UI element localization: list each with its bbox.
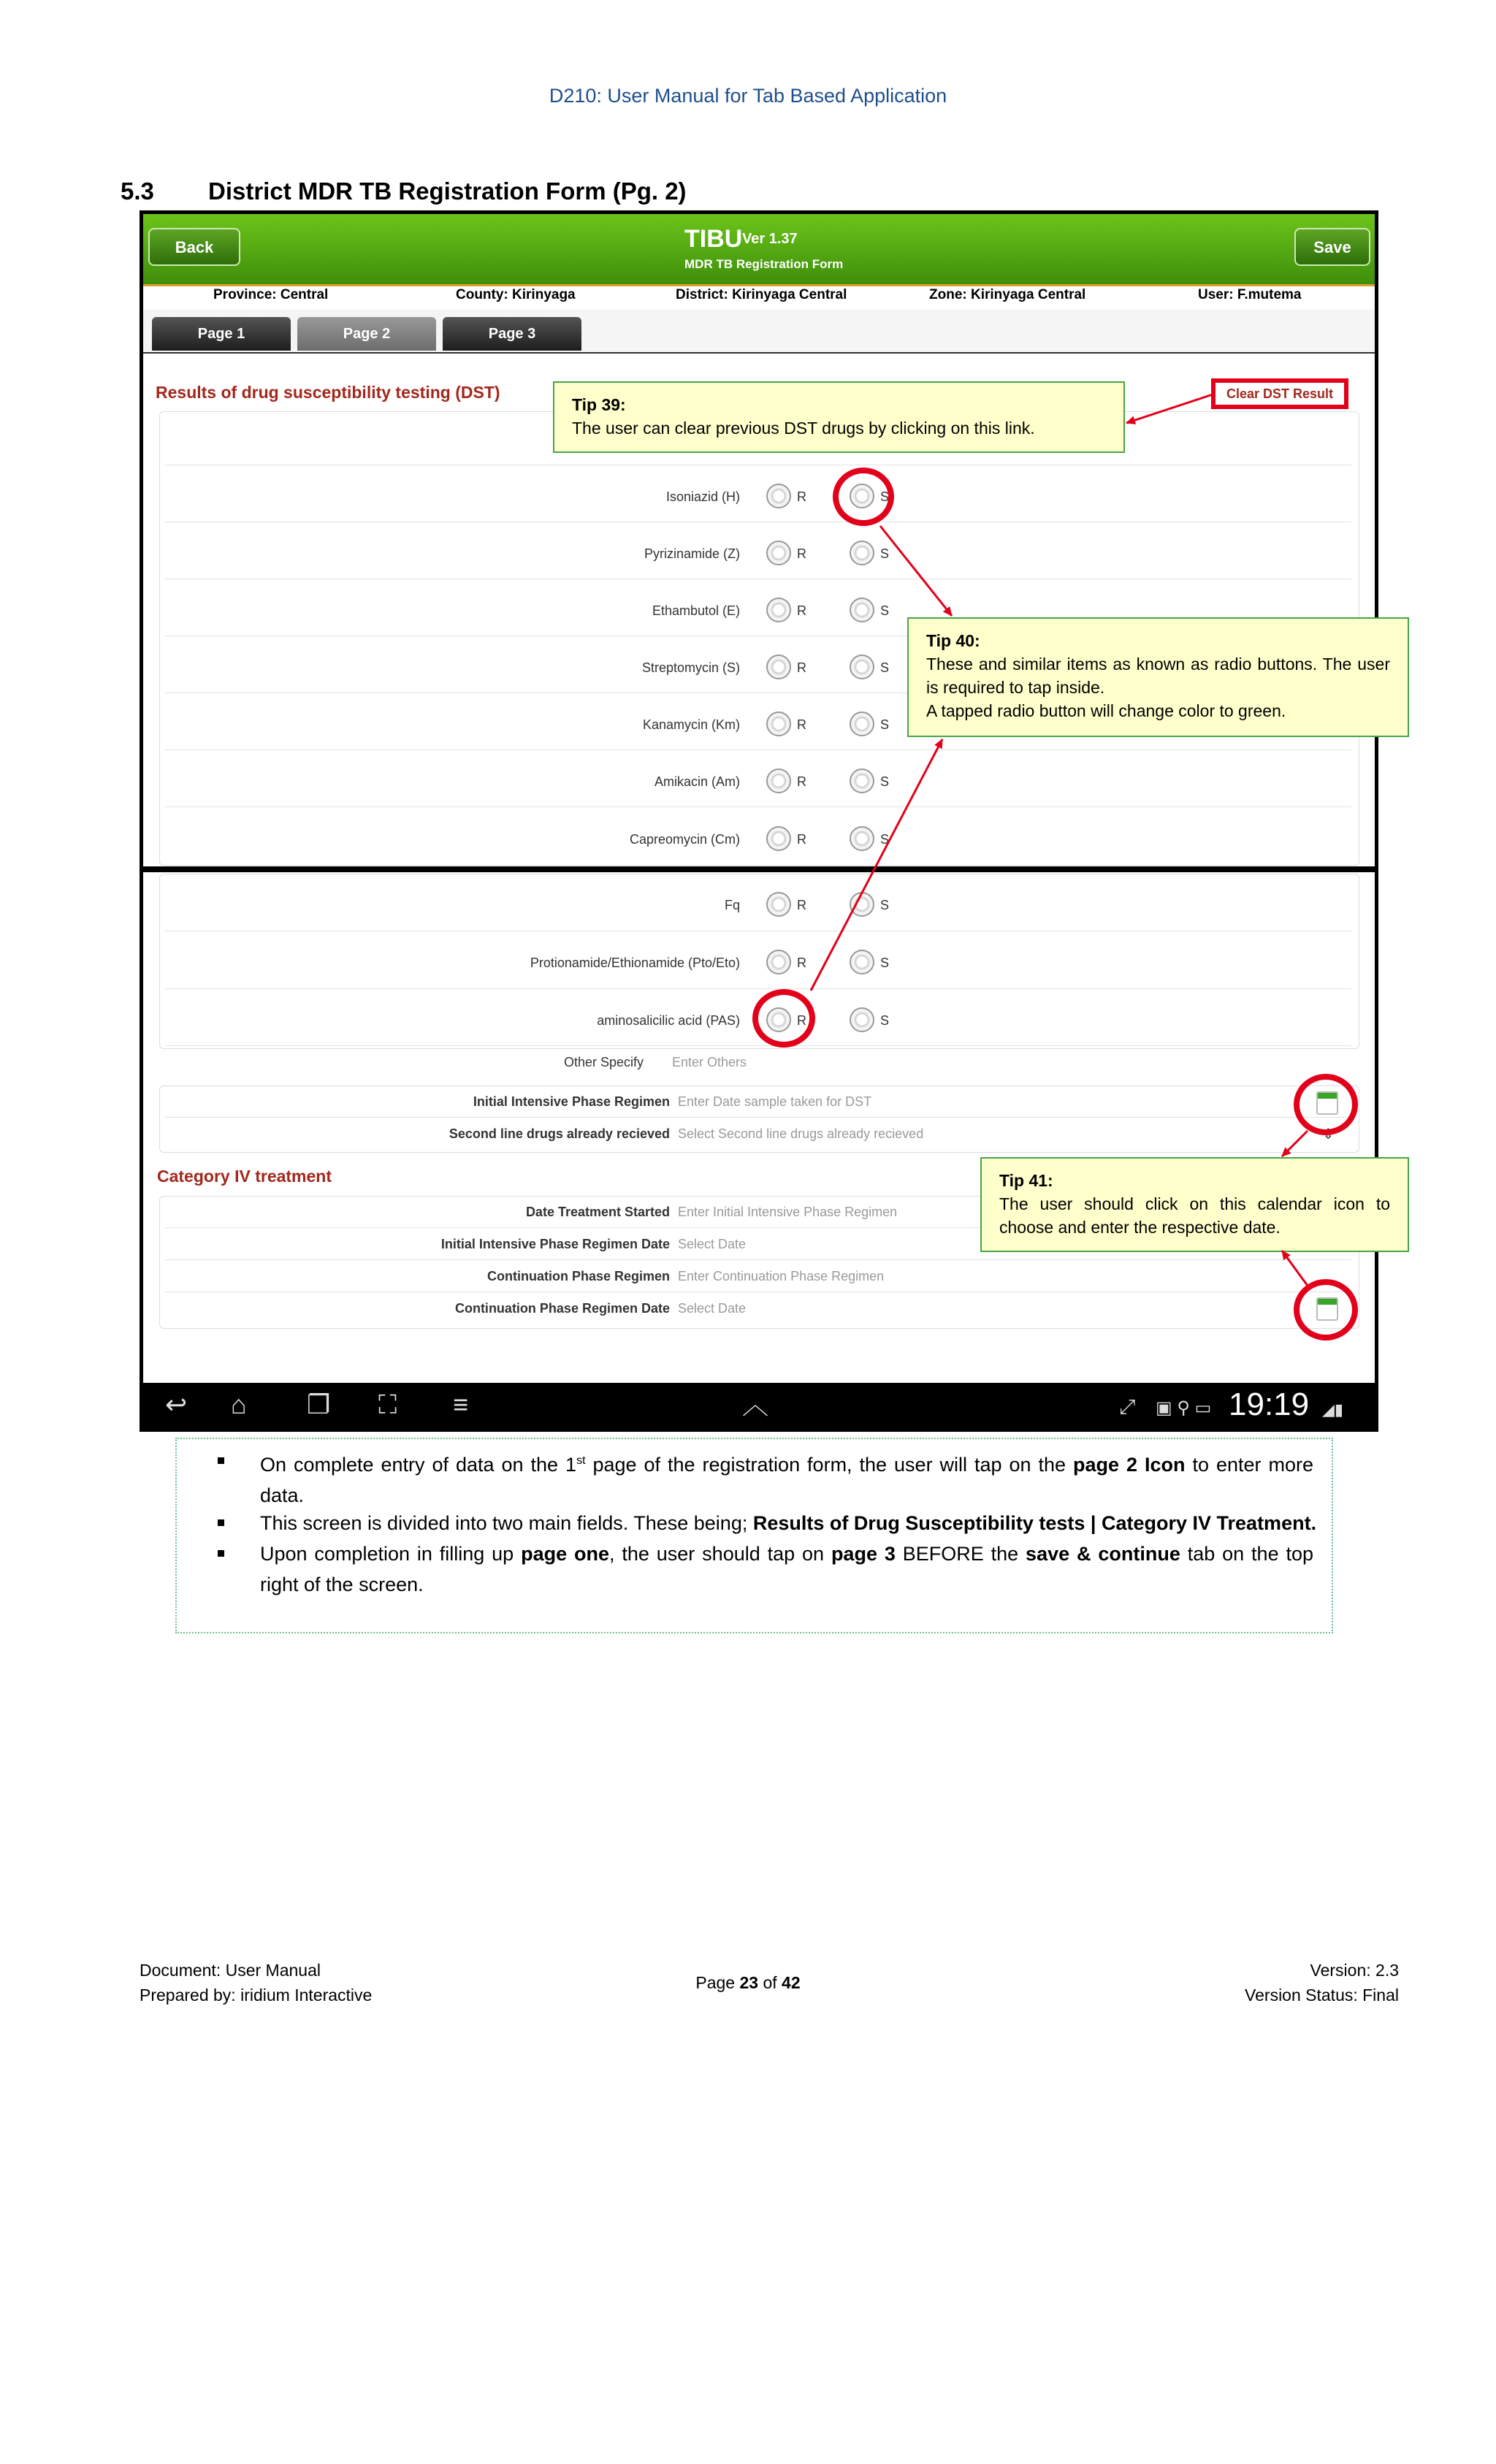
- note-bullet-1: [260, 1446, 1313, 1511]
- zone-info: Zone: Kirinyaga Central: [929, 287, 1086, 302]
- continuation-regimen-date-input[interactable]: Select Date: [678, 1301, 747, 1316]
- screenshot-icon[interactable]: ⛶: [378, 1389, 397, 1419]
- note-bold: save & continue: [1026, 1543, 1180, 1565]
- tip-41-text: The user should click on this calendar icon to choose and enter the respective date.: [999, 1194, 1390, 1237]
- clock: 19:19: [1229, 1387, 1310, 1422]
- page-of: of: [758, 1973, 782, 1992]
- drug-label-pyrizinamide: Pyrizinamide (Z): [644, 546, 740, 561]
- app-title: TIBU: [684, 225, 743, 253]
- drug-label-ethambutol: Ethambutol (E): [652, 603, 740, 618]
- tip-40-text-2: A tapped radio button will change color to green.: [926, 701, 1286, 720]
- note-text: tab on the top right of the screen.: [260, 1543, 1313, 1595]
- continuation-regimen-input[interactable]: Enter Continuation Phase Regimen: [678, 1269, 885, 1284]
- radio-label-r: R: [797, 1013, 806, 1028]
- back-nav-icon[interactable]: ↩: [165, 1389, 188, 1419]
- clear-dst-result-link[interactable]: Clear DST Result: [1211, 378, 1348, 409]
- tip-40-text: These and similar items as known as radio buttons. The user is required to tap inside.: [926, 655, 1390, 697]
- status-icons: ▣ ⚲ ▭: [1156, 1398, 1212, 1418]
- drug-label-fq: Fq: [724, 898, 740, 912]
- drug-label-kanamycin: Kanamycin (Km): [642, 717, 740, 732]
- initial-regimen-date-input[interactable]: Select Date: [678, 1237, 747, 1251]
- tab-page-1[interactable]: Page 1: [152, 317, 291, 351]
- section-title: District MDR TB Registration Form (Pg. 2): [208, 178, 687, 205]
- category-iv-title: Category IV treatment: [157, 1167, 332, 1186]
- radio-label-s: S: [880, 603, 890, 618]
- bullet-icon: [218, 1519, 224, 1526]
- note-text: , the user should tap on: [608, 1543, 831, 1565]
- drug-label-streptomycin: Streptomycin (S): [641, 660, 740, 675]
- radio-label-r: R: [797, 956, 806, 970]
- expand-icon[interactable]: ⤢: [1119, 1395, 1136, 1418]
- user-info: User: F.mutema: [1198, 287, 1302, 302]
- drug-label-pas: aminosalicilic acid (PAS): [597, 1013, 740, 1028]
- radio-label-r: R: [797, 832, 806, 847]
- footer-version: Version: 2.3: [1310, 1961, 1399, 1980]
- date-treatment-started-input[interactable]: Enter Initial Intensive Phase Regimen: [678, 1205, 898, 1219]
- radio-label-s: S: [880, 546, 890, 561]
- arrow-tip-41-lower: [1282, 1251, 1308, 1286]
- arrow-tip-40-lower: [811, 739, 942, 991]
- page-prefix: Page: [695, 1973, 740, 1992]
- note-text: BEFORE the: [895, 1543, 1026, 1565]
- dropdown-arrows-icon[interactable]: ⇕: [1322, 1126, 1335, 1143]
- note-bullet-3: [260, 1538, 1313, 1600]
- note-bold: page 3: [831, 1543, 896, 1565]
- footer-right: [1245, 1958, 1399, 2007]
- note-text: Upon completion in filling up: [260, 1543, 522, 1565]
- tab-page-2[interactable]: Page 2: [297, 317, 436, 351]
- tip-39-text: The user can clear previous DST drugs by clicking on this link.: [572, 419, 1035, 438]
- footer-prepared: Prepared by: iridium Interactive: [140, 1986, 373, 2005]
- radio-label-r: R: [797, 717, 806, 732]
- district-info: District: Kirinyaga Central: [676, 287, 847, 302]
- document-header: D210: User Manual for Tab Based Application: [549, 85, 947, 107]
- arrow-tip-39: [1126, 394, 1213, 423]
- province-info: Province: Central: [213, 287, 329, 302]
- footer-status: Version Status: Final: [1245, 1986, 1399, 2005]
- drug-label-capreomycin: Capreomycin (Cm): [629, 832, 740, 847]
- app-subtitle: MDR TB Registration Form: [684, 257, 844, 271]
- radio-label-r: R: [797, 546, 806, 561]
- note-text: On complete entry of data on the 1: [260, 1454, 577, 1476]
- radio-label-s: S: [880, 660, 890, 675]
- bullet-icon: [218, 1457, 224, 1464]
- note-text: This screen is divided into two main fields. These being;: [260, 1512, 753, 1534]
- radio-label-s: S: [880, 956, 890, 970]
- second-line-drugs-label: Second line drugs already recieved: [449, 1126, 670, 1141]
- section-number: 5.3: [121, 178, 154, 205]
- chevron-up-icon[interactable]: ︿: [742, 1389, 769, 1419]
- tip-40-title: Tip 40:: [926, 631, 980, 650]
- page-number: 23: [739, 1973, 759, 1992]
- drug-label-amikacin: Amikacin (Am): [654, 774, 740, 789]
- drug-label-protionamide: Protionamide/Ethionamide (Pto/Eto): [530, 956, 740, 970]
- drug-label-isoniazid: Isoniazid (H): [665, 489, 740, 504]
- county-info: County: Kirinyaga: [456, 287, 576, 302]
- footer-document: Document: User Manual: [140, 1961, 321, 1980]
- other-specify-label: Other Specify: [564, 1055, 644, 1069]
- radio-label-r: R: [797, 774, 806, 789]
- home-nav-icon[interactable]: ⌂: [231, 1389, 247, 1419]
- tab-page-3[interactable]: Page 3: [443, 317, 581, 351]
- save-button[interactable]: Save: [1294, 228, 1370, 266]
- initial-regimen-label: Initial Intensive Phase Regimen: [473, 1094, 670, 1109]
- radio-label-r: R: [797, 603, 806, 618]
- other-specify-input[interactable]: Enter Others: [672, 1055, 747, 1069]
- tip-39-title: Tip 39:: [572, 395, 626, 414]
- dst-section-title: Results of drug susceptibility testing (DST): [156, 383, 500, 402]
- note-superscript: st: [576, 1454, 586, 1467]
- radio-label-s: S: [880, 489, 890, 504]
- initial-regimen-input[interactable]: Enter Date sample taken for DST: [678, 1094, 872, 1109]
- date-treatment-started-label: Date Treatment Started: [525, 1205, 670, 1219]
- page-total: 42: [782, 1973, 801, 1992]
- arrow-tip-41-upper: [1282, 1131, 1308, 1156]
- note-text: to enter more data.: [260, 1454, 1313, 1506]
- second-line-drugs-select[interactable]: Select Second line drugs already recieved: [678, 1126, 924, 1141]
- radio-label-r: R: [797, 489, 806, 504]
- radio-label-s: S: [880, 898, 890, 912]
- radio-label-r: R: [797, 898, 806, 912]
- arrow-tip-40-upper: [880, 526, 952, 616]
- back-button[interactable]: Back: [148, 228, 240, 266]
- radio-label-s: S: [880, 832, 890, 847]
- continuation-regimen-date-label: Continuation Phase Regimen Date: [454, 1301, 670, 1316]
- note-bullet-2: [260, 1508, 1327, 1538]
- continuation-regimen-label: Continuation Phase Regimen: [486, 1269, 670, 1284]
- bullet-icon: [218, 1550, 224, 1557]
- note-text: page of the registration form, the user will tap on the: [585, 1454, 1074, 1476]
- initial-regimen-date-label: Initial Intensive Phase Regimen Date: [440, 1237, 670, 1251]
- radio-label-s: S: [880, 774, 890, 789]
- note-bold: Results of Drug Susceptibility tests | Category IV Treatment.: [752, 1512, 1317, 1534]
- note-bold: page 2 Icon: [1073, 1454, 1186, 1476]
- radio-label-r: R: [797, 660, 806, 675]
- note-bold: page one: [521, 1543, 609, 1565]
- app-version: Ver 1.37: [742, 231, 798, 247]
- tip-41-title: Tip 41:: [999, 1171, 1053, 1190]
- menu-icon[interactable]: ≡: [453, 1389, 469, 1419]
- signal-battery-icon: ◢▮: [1322, 1400, 1344, 1419]
- radio-label-s: S: [880, 1013, 890, 1028]
- recent-apps-icon[interactable]: ❐: [307, 1389, 331, 1419]
- radio-label-s: S: [880, 717, 890, 732]
